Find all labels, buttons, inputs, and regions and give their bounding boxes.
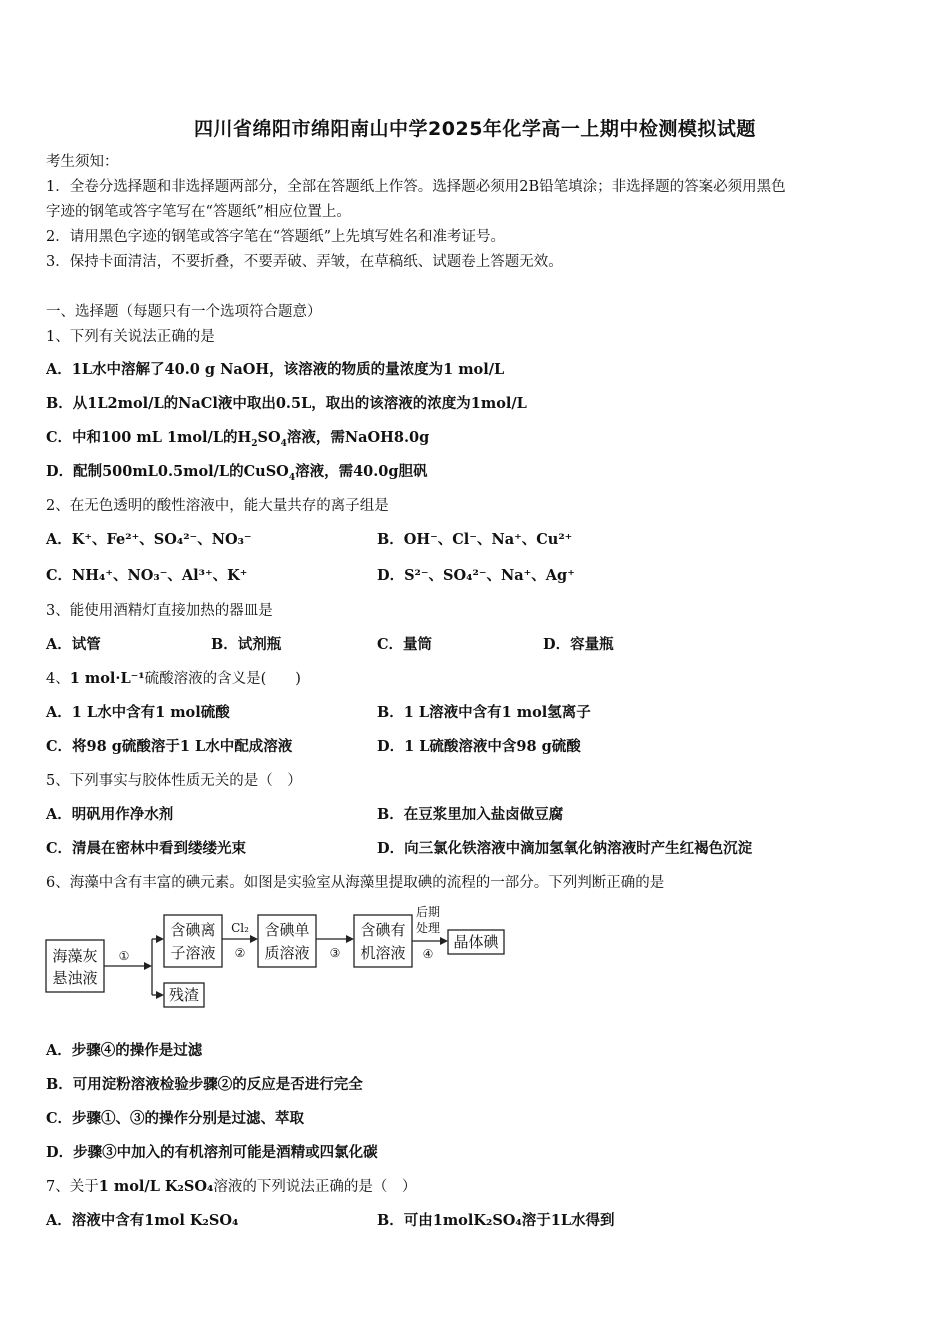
flow-box2-line1: 含碘离 (170, 921, 216, 939)
flow-arrowhead-4 (440, 937, 448, 945)
flow-box4-line2: 机溶液 (360, 944, 406, 962)
notice-heading: 考生须知： (46, 154, 119, 170)
notice-item-3: 3．保持卡面清洁，不要折叠，不要弄破、弄皱，在草稿纸、试题卷上答题无效。 (46, 254, 563, 270)
q1-option-d: D．配制500mL0.5mol/L的CuSO$_4$溶液，需40.0g胆矾 (46, 463, 428, 483)
q2-option-b: B．OH⁻、Cl⁻、Na⁺、Cu²⁺ (377, 531, 573, 548)
section-heading: 一、选择题（每题只有一个选项符合题意） (46, 304, 322, 320)
notice-item-2: 2．请用黑色字迹的钢笔或答字笔在“答题纸”上先填写姓名和准考证号。 (46, 229, 506, 245)
flow-box3-line1: 含碘单 (264, 921, 310, 939)
q1-stem: 1、下列有关说法正确的是 (46, 329, 215, 345)
q2-stem: 2、在无色透明的酸性溶液中，能大量共存的离子组是 (46, 498, 389, 514)
q7-option-b: B．可由1molK₂SO₄溶于1L水得到 (377, 1212, 615, 1229)
q7-stem: 7、关于1 mol/L K₂SO₄溶液的下列说法正确的是（ ） (46, 1178, 417, 1195)
flow-late-line1: 后期 (415, 905, 441, 919)
flow-arrowhead-branch-top (156, 935, 164, 943)
notice-item-1-cont: 字迹的钢笔或答字笔写在“答题纸”相应位置上。 (46, 204, 351, 220)
q4-stem: 4、1 mol·L⁻¹硫酸溶液的含义是( ) (46, 670, 301, 687)
q4-option-d: D．1 L硫酸溶液中含98 g硫酸 (377, 738, 581, 755)
q5-option-c: C．清晨在密林中看到缕缕光束 (46, 840, 247, 857)
flow-arrowhead-branch-bottom (156, 991, 164, 999)
notice-item-1: 1．全卷分选择题和非选择题两部分，全部在答题纸上作答。选择题必须用2B铅笔填涂；非选择题的答案必须用黑色 (46, 179, 786, 195)
q4-option-b: B．1 L溶液中含有1 mol氢离子 (377, 704, 591, 721)
flow-arrowhead-2 (250, 935, 258, 943)
flow-arrowhead-1 (144, 962, 152, 970)
q6-option-d: D．步骤③中加入的有机溶剂可能是酒精或四氯化碳 (46, 1144, 378, 1161)
q1-option-a: A．1L水中溶解了40.0 g NaOH，该溶液的物质的量浓度为1 mol/L (46, 361, 505, 378)
page-title: 四川省绵阳市绵阳南山中学2025年化学高一上期中检测模拟试题 (194, 118, 756, 140)
flow-box1-line2: 悬浊液 (52, 969, 98, 987)
flow-residue-label: 残渣 (168, 986, 200, 1004)
q6-stem: 6、海藻中含有丰富的碘元素。如图是实验室从海藻里提取碘的流程的一部分。下列判断正确的是 (46, 875, 665, 891)
flow-arrowhead-3 (346, 935, 354, 943)
q2-option-a: A．K⁺、Fe²⁺、SO₄²⁻、NO₃⁻ (46, 531, 252, 548)
flow-box1-line1: 海藻灰 (52, 947, 98, 965)
q5-option-d: D．向三氯化铁溶液中滴加氢氧化钠溶液时产生红褐色沉淀 (377, 840, 753, 857)
q3-option-c: C．量筒 (377, 636, 433, 653)
q6-option-b: B．可用淀粉溶液检验步骤②的反应是否进行完全 (46, 1076, 363, 1093)
q6-option-a: A．步骤④的操作是过滤 (46, 1042, 203, 1059)
flow-step-1: ① (118, 949, 130, 963)
q3-option-d: D．容量瓶 (543, 636, 614, 653)
q3-option-a: A．试管 (46, 636, 101, 653)
flow-step-2: ② (234, 946, 246, 960)
q1-option-c: C．中和100 mL 1mol/L的$H_2SO_4$溶液，需NaOH8.0g (46, 429, 430, 449)
q1-option-b: B．从1L2mol/L的NaCl液中取出0.5L，取出的该溶液的浓度为1mol/L (46, 395, 527, 412)
q7-option-a: A．溶液中含有1mol K₂SO₄ (46, 1212, 239, 1229)
q5-option-b: B．在豆浆里加入盐卤做豆腐 (377, 806, 564, 823)
flow-box3-line2: 质溶液 (264, 944, 310, 962)
flow-late-line2: 处理 (415, 921, 441, 935)
q2-option-c: C．NH₄⁺、NO₃⁻、Al³⁺、K⁺ (46, 567, 248, 584)
flow-reagent-cl2: Cl₂ (231, 921, 249, 935)
q5-option-a: A．明矾用作净水剂 (46, 806, 174, 823)
flow-step-3: ③ (329, 946, 341, 960)
flow-box2-line2: 子溶液 (170, 944, 216, 962)
iodine-extraction-flowchart (44, 903, 514, 1008)
q2-option-d: D．S²⁻、SO₄²⁻、Na⁺、Ag⁺ (377, 567, 575, 584)
q4-option-c: C．将98 g硫酸溶于1 L水中配成溶液 (46, 738, 293, 755)
flow-box5-label: 晶体碘 (453, 933, 499, 951)
q5-stem: 5、下列事实与胶体性质无关的是（ ） (46, 773, 302, 789)
q3-option-b: B．试剂瓶 (211, 636, 282, 653)
flow-step-4: ④ (422, 947, 434, 961)
flow-box4-line1: 含碘有 (360, 921, 406, 939)
q6-option-c: C．步骤①、③的操作分别是过滤、萃取 (46, 1110, 305, 1127)
q3-stem: 3、能使用酒精灯直接加热的器皿是 (46, 603, 273, 619)
q4-option-a: A．1 L水中含有1 mol硫酸 (46, 704, 230, 721)
